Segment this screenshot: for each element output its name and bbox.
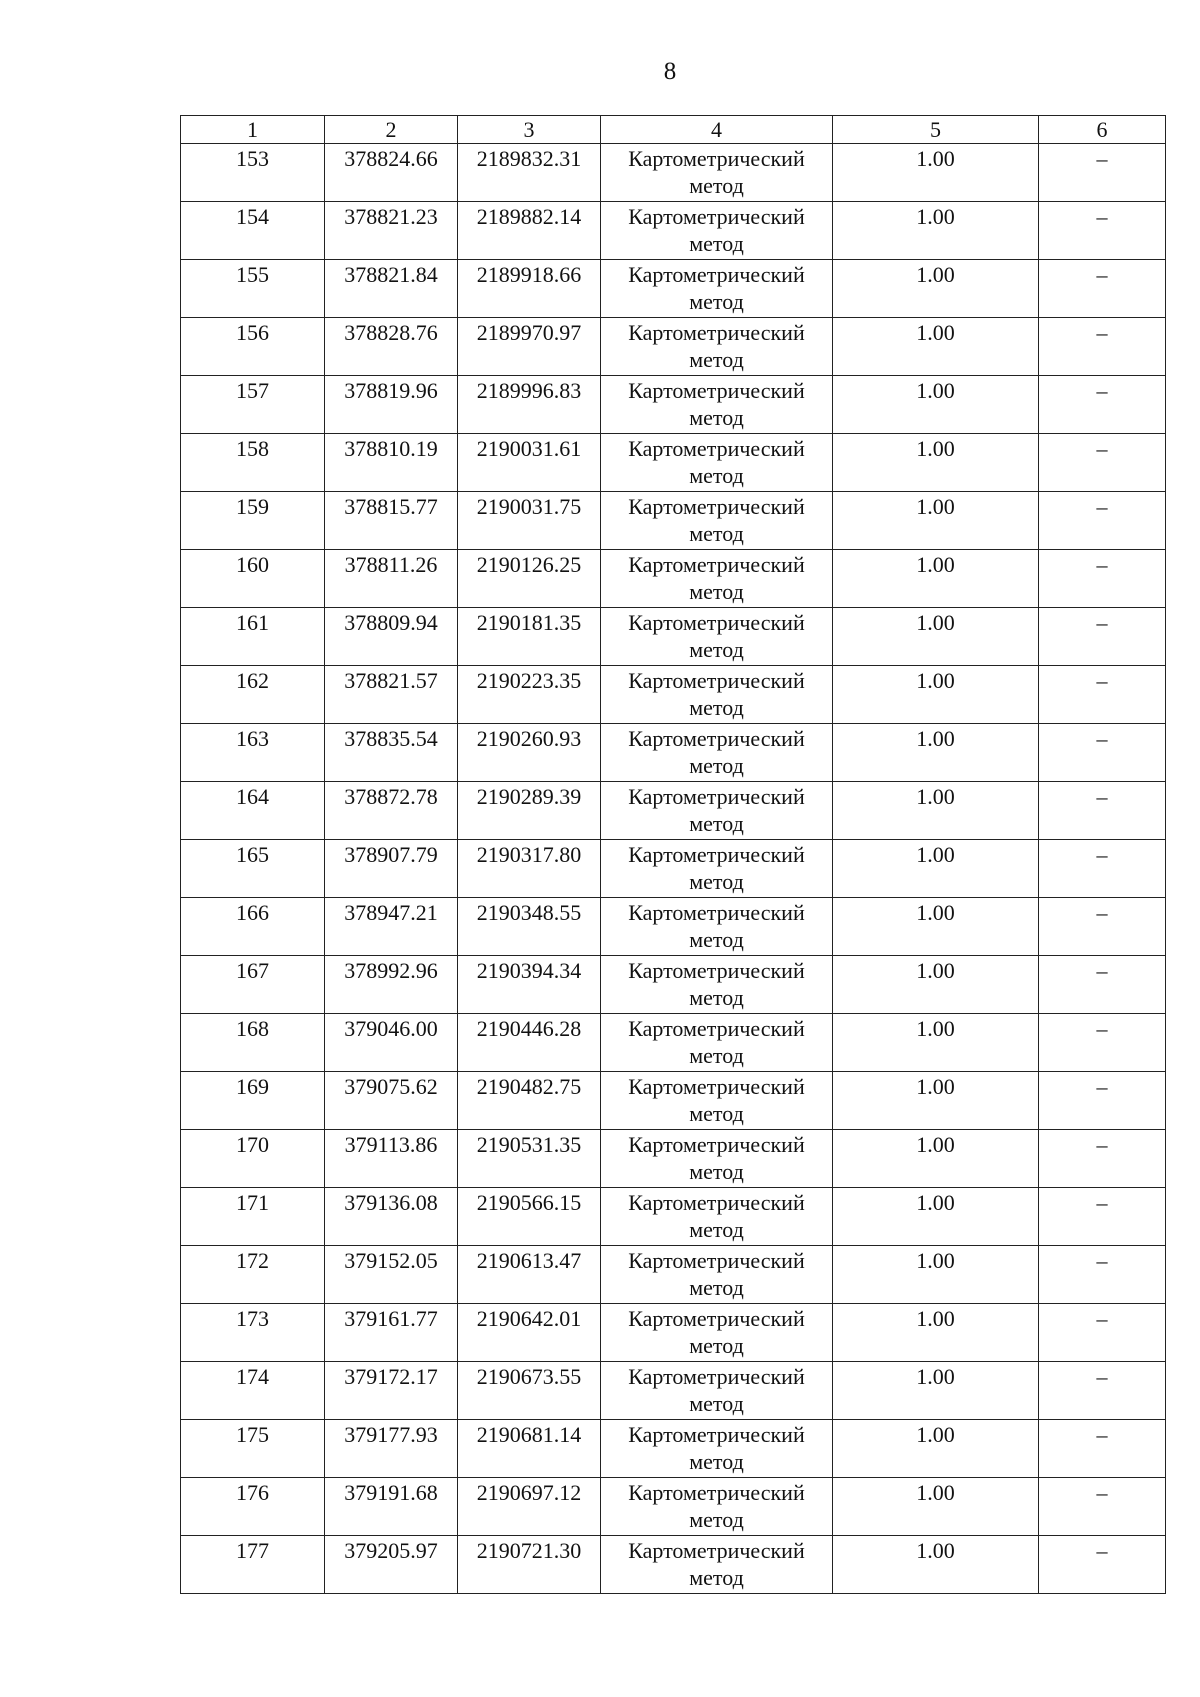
point-number-cell: 154 [181, 202, 325, 260]
method-cell [601, 782, 833, 840]
x-coordinate-cell: 378821.23 [325, 202, 458, 260]
method-line-1: Картометрический [628, 1132, 805, 1157]
column-header: 5 [833, 116, 1039, 144]
method-line-2: метод [689, 1565, 744, 1590]
method-line-2: метод [689, 173, 744, 198]
precision-cell: 1.00 [833, 1478, 1039, 1536]
column-header: 4 [601, 116, 833, 144]
precision-cell: 1.00 [833, 1420, 1039, 1478]
method-cell [601, 1536, 833, 1594]
table-row [181, 318, 1166, 376]
y-coordinate-cell: 2190126.25 [458, 550, 601, 608]
method-cell [601, 318, 833, 376]
note-cell: – [1039, 1362, 1166, 1420]
point-number-cell: 168 [181, 1014, 325, 1072]
method-line-2: метод [689, 405, 744, 430]
y-coordinate-cell: 2190681.14 [458, 1420, 601, 1478]
precision-cell: 1.00 [833, 260, 1039, 318]
method-cell [601, 666, 833, 724]
column-header: 6 [1039, 116, 1166, 144]
table-row [181, 1130, 1166, 1188]
method-line-1: Картометрический [628, 494, 805, 519]
method-line-1: Картометрический [628, 1306, 805, 1331]
precision-cell: 1.00 [833, 956, 1039, 1014]
point-number-cell: 156 [181, 318, 325, 376]
precision-cell: 1.00 [833, 144, 1039, 202]
table-row [181, 1188, 1166, 1246]
x-coordinate-cell: 379205.97 [325, 1536, 458, 1594]
point-number-cell: 165 [181, 840, 325, 898]
point-number-cell: 172 [181, 1246, 325, 1304]
table-row [181, 1362, 1166, 1420]
x-coordinate-cell: 379161.77 [325, 1304, 458, 1362]
method-cell [601, 608, 833, 666]
method-line-2: метод [689, 1217, 744, 1242]
precision-cell: 1.00 [833, 840, 1039, 898]
point-number-cell: 166 [181, 898, 325, 956]
method-cell [601, 1130, 833, 1188]
method-line-2: метод [689, 985, 744, 1010]
note-cell: – [1039, 1420, 1166, 1478]
method-line-1: Картометрический [628, 1538, 805, 1563]
method-line-2: метод [689, 927, 744, 952]
table-row [181, 1014, 1166, 1072]
method-line-1: Картометрический [628, 668, 805, 693]
precision-cell: 1.00 [833, 608, 1039, 666]
point-number-cell: 170 [181, 1130, 325, 1188]
table-row [181, 724, 1166, 782]
method-line-2: метод [689, 579, 744, 604]
note-cell: – [1039, 782, 1166, 840]
method-cell [601, 1188, 833, 1246]
method-line-1: Картометрический [628, 262, 805, 287]
table-row [181, 492, 1166, 550]
x-coordinate-cell: 378821.57 [325, 666, 458, 724]
point-number-cell: 176 [181, 1478, 325, 1536]
table-row [181, 898, 1166, 956]
method-line-1: Картометрический [628, 1422, 805, 1447]
method-line-1: Картометрический [628, 320, 805, 345]
x-coordinate-cell: 378824.66 [325, 144, 458, 202]
note-cell: – [1039, 376, 1166, 434]
point-number-cell: 167 [181, 956, 325, 1014]
precision-cell: 1.00 [833, 1304, 1039, 1362]
table-row [181, 608, 1166, 666]
precision-cell: 1.00 [833, 666, 1039, 724]
method-line-1: Картометрический [628, 1074, 805, 1099]
method-line-2: метод [689, 753, 744, 778]
x-coordinate-cell: 378947.21 [325, 898, 458, 956]
method-line-1: Картометрический [628, 1016, 805, 1041]
note-cell: – [1039, 608, 1166, 666]
x-coordinate-cell: 378810.19 [325, 434, 458, 492]
y-coordinate-cell: 2189882.14 [458, 202, 601, 260]
note-cell: – [1039, 724, 1166, 782]
note-cell: – [1039, 956, 1166, 1014]
method-cell [601, 724, 833, 782]
precision-cell: 1.00 [833, 1130, 1039, 1188]
y-coordinate-cell: 2189832.31 [458, 144, 601, 202]
method-line-1: Картометрический [628, 1480, 805, 1505]
table-row [181, 956, 1166, 1014]
point-number-cell: 163 [181, 724, 325, 782]
method-cell [601, 956, 833, 1014]
table-header-row [181, 116, 1166, 144]
method-line-2: метод [689, 1275, 744, 1300]
method-line-2: метод [689, 811, 744, 836]
table-row [181, 1536, 1166, 1594]
table-row [181, 782, 1166, 840]
precision-cell: 1.00 [833, 1246, 1039, 1304]
x-coordinate-cell: 378819.96 [325, 376, 458, 434]
note-cell: – [1039, 144, 1166, 202]
table-row [181, 1072, 1166, 1130]
method-cell [601, 840, 833, 898]
method-cell [601, 1072, 833, 1130]
note-cell: – [1039, 840, 1166, 898]
point-number-cell: 174 [181, 1362, 325, 1420]
method-cell [601, 1478, 833, 1536]
note-cell: – [1039, 1536, 1166, 1594]
page-number: 8 [663, 58, 677, 85]
precision-cell: 1.00 [833, 1362, 1039, 1420]
precision-cell: 1.00 [833, 550, 1039, 608]
table-row [181, 260, 1166, 318]
method-cell [601, 1304, 833, 1362]
note-cell: – [1039, 1188, 1166, 1246]
precision-cell: 1.00 [833, 1014, 1039, 1072]
y-coordinate-cell: 2190673.55 [458, 1362, 601, 1420]
y-coordinate-cell: 2190031.75 [458, 492, 601, 550]
y-coordinate-cell: 2190613.47 [458, 1246, 601, 1304]
method-line-1: Картометрический [628, 900, 805, 925]
method-line-2: метод [689, 1449, 744, 1474]
point-number-cell: 171 [181, 1188, 325, 1246]
method-cell [601, 1362, 833, 1420]
method-line-2: метод [689, 1043, 744, 1068]
precision-cell: 1.00 [833, 1072, 1039, 1130]
point-number-cell: 159 [181, 492, 325, 550]
point-number-cell: 160 [181, 550, 325, 608]
y-coordinate-cell: 2190394.34 [458, 956, 601, 1014]
point-number-cell: 161 [181, 608, 325, 666]
method-line-2: метод [689, 521, 744, 546]
y-coordinate-cell: 2190721.30 [458, 1536, 601, 1594]
method-line-1: Картометрический [628, 552, 805, 577]
note-cell: – [1039, 202, 1166, 260]
table-row [181, 1420, 1166, 1478]
method-line-2: метод [689, 1507, 744, 1532]
point-number-cell: 153 [181, 144, 325, 202]
table-body [181, 144, 1166, 1594]
method-line-2: метод [689, 1391, 744, 1416]
note-cell: – [1039, 434, 1166, 492]
note-cell: – [1039, 1304, 1166, 1362]
note-cell: – [1039, 666, 1166, 724]
method-cell [601, 492, 833, 550]
table-row [181, 1478, 1166, 1536]
method-cell [601, 1014, 833, 1072]
method-line-2: метод [689, 289, 744, 314]
column-header: 1 [181, 116, 325, 144]
note-cell: – [1039, 492, 1166, 550]
method-cell [601, 434, 833, 492]
x-coordinate-cell: 379075.62 [325, 1072, 458, 1130]
table-row [181, 1246, 1166, 1304]
y-coordinate-cell: 2190531.35 [458, 1130, 601, 1188]
table-row [181, 144, 1166, 202]
table-row [181, 376, 1166, 434]
x-coordinate-cell: 379113.86 [325, 1130, 458, 1188]
note-cell: – [1039, 1014, 1166, 1072]
y-coordinate-cell: 2190223.35 [458, 666, 601, 724]
method-line-2: метод [689, 1159, 744, 1184]
note-cell: – [1039, 898, 1166, 956]
table-row [181, 840, 1166, 898]
method-line-1: Картометрический [628, 784, 805, 809]
note-cell: – [1039, 260, 1166, 318]
method-line-1: Картометрический [628, 204, 805, 229]
y-coordinate-cell: 2189970.97 [458, 318, 601, 376]
precision-cell: 1.00 [833, 434, 1039, 492]
x-coordinate-cell: 379136.08 [325, 1188, 458, 1246]
method-line-1: Картометрический [628, 842, 805, 867]
x-coordinate-cell: 378811.26 [325, 550, 458, 608]
method-line-2: метод [689, 463, 744, 488]
y-coordinate-cell: 2190348.55 [458, 898, 601, 956]
x-coordinate-cell: 379046.00 [325, 1014, 458, 1072]
precision-cell: 1.00 [833, 898, 1039, 956]
method-line-2: метод [689, 1333, 744, 1358]
point-number-cell: 164 [181, 782, 325, 840]
x-coordinate-cell: 379172.17 [325, 1362, 458, 1420]
method-line-1: Картометрический [628, 378, 805, 403]
method-line-2: метод [689, 347, 744, 372]
table-row [181, 666, 1166, 724]
method-line-2: метод [689, 869, 744, 894]
note-cell: – [1039, 1246, 1166, 1304]
table-row [181, 434, 1166, 492]
method-cell [601, 144, 833, 202]
column-header: 2 [325, 116, 458, 144]
method-line-1: Картометрический [628, 958, 805, 983]
x-coordinate-cell: 378815.77 [325, 492, 458, 550]
method-line-1: Картометрический [628, 436, 805, 461]
method-line-1: Картометрический [628, 610, 805, 635]
point-number-cell: 155 [181, 260, 325, 318]
note-cell: – [1039, 1072, 1166, 1130]
x-coordinate-cell: 379152.05 [325, 1246, 458, 1304]
y-coordinate-cell: 2190642.01 [458, 1304, 601, 1362]
method-line-1: Картометрический [628, 1364, 805, 1389]
note-cell: – [1039, 1478, 1166, 1536]
table-row [181, 550, 1166, 608]
method-line-2: метод [689, 637, 744, 662]
precision-cell: 1.00 [833, 202, 1039, 260]
method-line-1: Картометрический [628, 146, 805, 171]
x-coordinate-cell: 378835.54 [325, 724, 458, 782]
x-coordinate-cell: 378907.79 [325, 840, 458, 898]
precision-cell: 1.00 [833, 492, 1039, 550]
x-coordinate-cell: 378872.78 [325, 782, 458, 840]
point-number-cell: 175 [181, 1420, 325, 1478]
method-line-1: Картометрический [628, 726, 805, 751]
y-coordinate-cell: 2190697.12 [458, 1478, 601, 1536]
table-row [181, 1304, 1166, 1362]
point-number-cell: 169 [181, 1072, 325, 1130]
method-cell [601, 1246, 833, 1304]
method-line-1: Картометрический [628, 1248, 805, 1273]
y-coordinate-cell: 2189918.66 [458, 260, 601, 318]
y-coordinate-cell: 2190181.35 [458, 608, 601, 666]
method-cell [601, 898, 833, 956]
method-cell [601, 202, 833, 260]
y-coordinate-cell: 2190031.61 [458, 434, 601, 492]
precision-cell: 1.00 [833, 782, 1039, 840]
precision-cell: 1.00 [833, 318, 1039, 376]
point-number-cell: 158 [181, 434, 325, 492]
method-line-1: Картометрический [628, 1190, 805, 1215]
table-row [181, 202, 1166, 260]
method-cell [601, 376, 833, 434]
y-coordinate-cell: 2190446.28 [458, 1014, 601, 1072]
point-number-cell: 157 [181, 376, 325, 434]
note-cell: – [1039, 318, 1166, 376]
coordinates-table [180, 115, 1166, 1594]
x-coordinate-cell: 379191.68 [325, 1478, 458, 1536]
method-line-2: метод [689, 1101, 744, 1126]
y-coordinate-cell: 2190317.80 [458, 840, 601, 898]
note-cell: – [1039, 550, 1166, 608]
column-header: 3 [458, 116, 601, 144]
note-cell: – [1039, 1130, 1166, 1188]
y-coordinate-cell: 2190482.75 [458, 1072, 601, 1130]
method-cell [601, 1420, 833, 1478]
y-coordinate-cell: 2190260.93 [458, 724, 601, 782]
x-coordinate-cell: 378828.76 [325, 318, 458, 376]
method-cell [601, 260, 833, 318]
x-coordinate-cell: 378809.94 [325, 608, 458, 666]
precision-cell: 1.00 [833, 1188, 1039, 1246]
method-cell [601, 550, 833, 608]
precision-cell: 1.00 [833, 1536, 1039, 1594]
y-coordinate-cell: 2190289.39 [458, 782, 601, 840]
point-number-cell: 173 [181, 1304, 325, 1362]
precision-cell: 1.00 [833, 376, 1039, 434]
y-coordinate-cell: 2189996.83 [458, 376, 601, 434]
method-line-2: метод [689, 231, 744, 256]
x-coordinate-cell: 378992.96 [325, 956, 458, 1014]
point-number-cell: 177 [181, 1536, 325, 1594]
point-number-cell: 162 [181, 666, 325, 724]
method-line-2: метод [689, 695, 744, 720]
x-coordinate-cell: 378821.84 [325, 260, 458, 318]
precision-cell: 1.00 [833, 724, 1039, 782]
x-coordinate-cell: 379177.93 [325, 1420, 458, 1478]
y-coordinate-cell: 2190566.15 [458, 1188, 601, 1246]
